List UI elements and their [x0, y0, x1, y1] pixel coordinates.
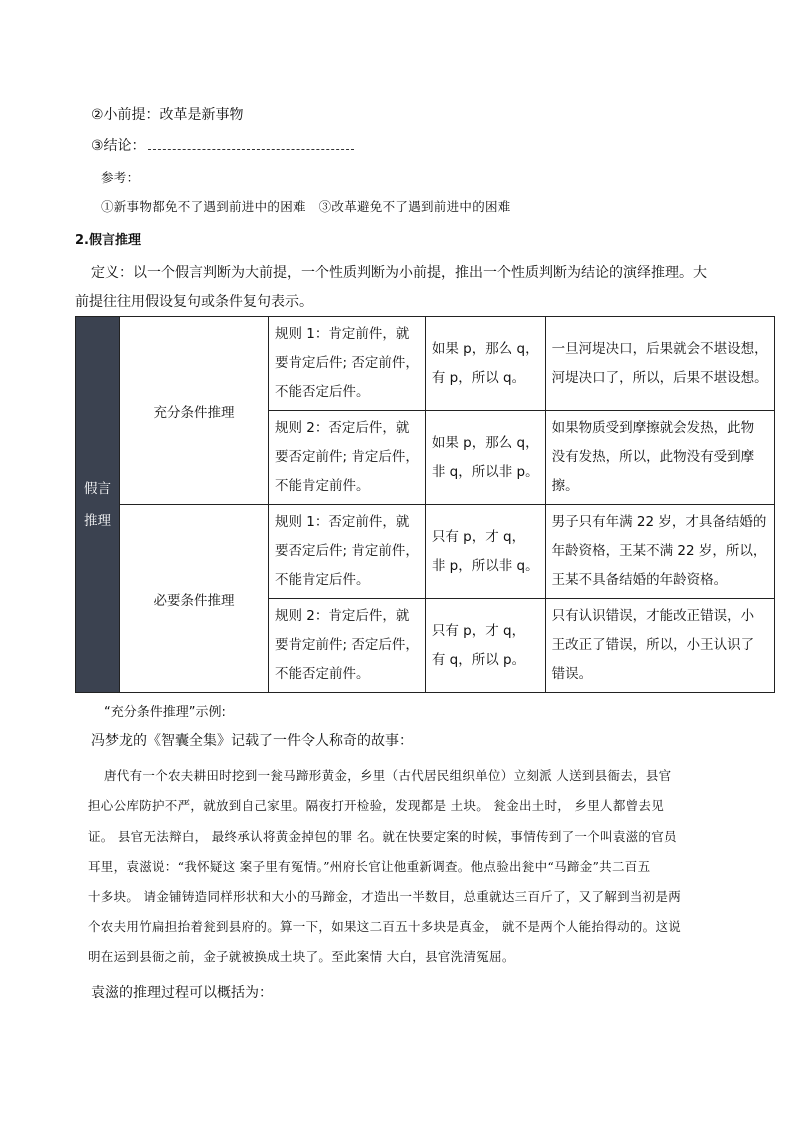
rule-line: 要肯定后件; 否定前件，: [275, 355, 419, 371]
rule-line: 要肯定前件; 否定后件，: [275, 637, 419, 653]
side-label-line-1: 假言: [84, 480, 111, 497]
example-cell: [545, 411, 774, 505]
definition-line-1: 定义：以一个假言判断为大前提，一个性质判断为小前提，推出一个性质判断为结论的演绎推理。大: [91, 265, 707, 281]
rule-cell: [269, 505, 426, 599]
example-heading: “充分条件推理”示例:: [104, 705, 226, 720]
rule-line: 规则 1：否定前件，就: [275, 514, 410, 530]
rule-line: 不能肯定前件。: [275, 478, 370, 494]
form-cell: [425, 317, 545, 411]
section-title: 2.假言推理: [75, 233, 141, 248]
rule-cell: [269, 599, 426, 693]
story-line: 明在运到县衙之前，金子就被换成土块了。至此案情 大白，县官洗清冤屈。: [88, 949, 515, 964]
story-line: 担心公库防护不严，就放到自己家里。隔夜打开检验，发现都是 土块。 瓮金出土时， 乡里人都曾去见: [88, 798, 665, 813]
form-line: 非 q，所以非 p。: [431, 463, 539, 480]
rule-line: 不能肯定后件。: [275, 572, 370, 588]
minor-premise: ②小前提：改革是新事物: [91, 107, 244, 123]
reference-answer: ①新事物都免不了遇到前进中的困难 ③改革避免不了遇到前进中的困难: [101, 199, 511, 214]
example-line: 没有发热，所以，此物没有受到摩: [551, 449, 755, 465]
category-necessary: 必要条件推理: [120, 505, 269, 693]
form-line: 只有 p，才 q，: [431, 622, 526, 639]
side-label-line-2: 推理: [84, 512, 111, 529]
story-line: 个农夫用竹扁担抬着瓮到县府的。算一下，如果这二百五十多块是真金， 就不是两个人能抬得动的。这说: [88, 919, 682, 934]
rule-cell: [269, 411, 426, 505]
rule-line: 规则 1：肯定前件，就: [275, 326, 410, 342]
category-sufficient: 充分条件推理: [120, 317, 269, 505]
example-line: 如果物质受到摩擦就会发热，此物: [551, 420, 755, 436]
form-line: 如果 p，那么 q，: [431, 340, 539, 357]
rule-line: 要否定前件; 肯定后件，: [275, 449, 419, 465]
example-line: 男子只有年满 22 岁，才具备结婚的: [551, 514, 767, 530]
story-line: 十多块。 请金铺铸造同样形状和大小的马蹄金，才造出一半数目，总重就达三百斤了，又了解到当初是两: [88, 889, 682, 904]
rule-line: 不能否定前件。: [275, 666, 370, 682]
example-line: 王某不具备结婚的年龄资格。: [551, 572, 728, 588]
conclusion-label: ③结论：: [91, 138, 146, 154]
example-line: 擦。: [551, 478, 579, 494]
form-line: 非 p，所以非 q。: [431, 557, 539, 574]
example-cell: [545, 505, 774, 599]
table-side-label: [76, 317, 120, 693]
hypothetical-reasoning-table: [75, 316, 775, 693]
rule-cell: [269, 317, 426, 411]
answer-blank: [148, 137, 354, 150]
rule-line: 规则 2：肯定后件，就: [275, 608, 410, 624]
reference-label: 参考：: [101, 170, 140, 185]
summary-line: 袁滋的推理过程可以概括为：: [91, 985, 273, 1001]
story-line: 耳里，袁滋说：“我怀疑这 案子里有冤情。”州府长官让他重新调查。他点验出瓮中“马蹄金”共二百五: [88, 859, 651, 874]
form-line: 有 p，所以 q。: [431, 369, 526, 386]
story-line: 唐代有一个农夫耕田时挖到一瓮马蹄形黄金，乡里（古代居民组织单位）立刻派 人送到县衙去，县官: [104, 768, 672, 783]
form-cell: [425, 505, 545, 599]
form-cell: [425, 411, 545, 505]
example-line: 一旦河堤决口，后果就会不堪设想，: [551, 340, 768, 357]
form-line: 如果 p，那么 q，: [431, 434, 539, 451]
example-line: 河堤决口了，所以，后果不堪设想。: [551, 369, 768, 386]
example-line: 王改正了错误，所以，小王认识了: [551, 637, 755, 653]
form-line: 有 q，所以 p。: [431, 651, 526, 668]
form-cell: [425, 599, 545, 693]
form-line: 只有 p，才 q，: [431, 528, 526, 545]
rule-line: 规则 2：否定后件，就: [275, 420, 410, 436]
example-line: 只有认识错误，才能改正错误，小: [551, 608, 755, 624]
rule-line: 不能否定后件。: [275, 384, 370, 400]
definition-line-2: 前提往往用假设复句或条件复句表示。: [75, 294, 313, 310]
conclusion-line: [91, 135, 354, 155]
rule-line: 要否定后件; 肯定前件，: [275, 543, 419, 559]
story-line: 证。 县官无法辩白， 最终承认将黄金掉包的罪 名。就在快要定案的时候，事情传到了一个叫袁滋的官员: [88, 829, 677, 844]
example-line: 年龄资格，王某不满 22 岁，所以，: [551, 543, 767, 559]
example-cell: [545, 317, 774, 411]
story-intro: 冯梦龙的《智囊全集》记载了一件令人称奇的故事：: [91, 733, 413, 749]
example-cell: [545, 599, 774, 693]
example-line: 错误。: [551, 666, 593, 682]
